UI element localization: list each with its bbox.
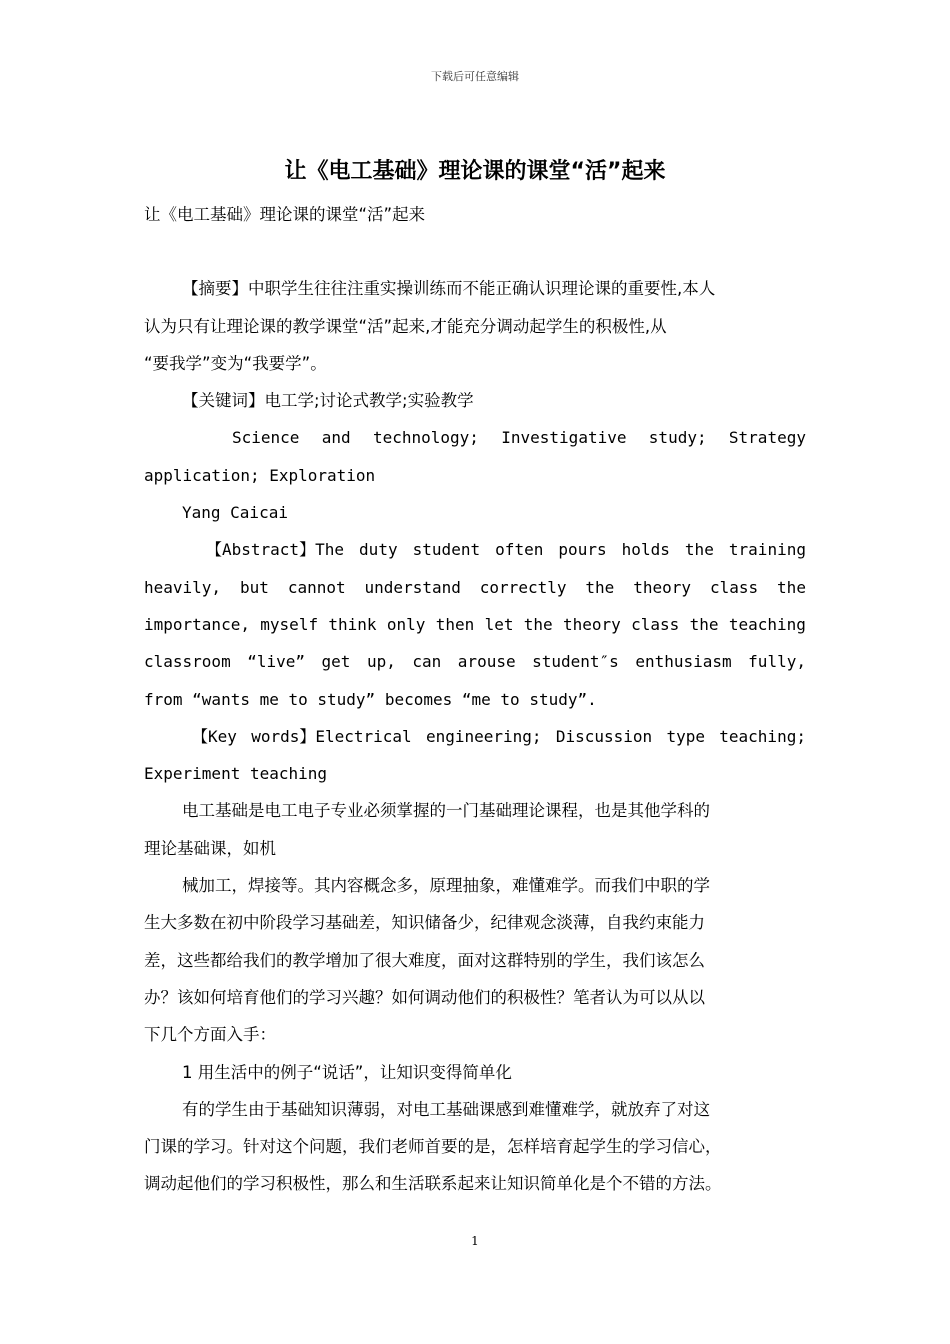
word: only xyxy=(386,614,426,634)
word: the xyxy=(777,577,806,597)
word: the xyxy=(585,577,615,597)
word: duty xyxy=(359,540,398,560)
paragraph-line: 调动起他们的学习积极性，那么和生活联系起来让知识简单化是个不错的方法。 xyxy=(144,1174,722,1194)
word: Science xyxy=(232,428,300,448)
word: teaching xyxy=(728,614,806,634)
word: arouse xyxy=(457,652,516,672)
word: can xyxy=(412,652,442,672)
word: think xyxy=(328,614,377,634)
word: and xyxy=(321,428,351,448)
word: theory xyxy=(633,577,692,597)
word: understand xyxy=(364,577,461,597)
word: get xyxy=(321,652,351,672)
paragraph-line: 械加工，焊接等。其内容概念多，原理抽象，难懂难学。而我们中职的学 xyxy=(182,876,710,896)
word: fully, xyxy=(748,652,806,672)
word: importance, xyxy=(144,614,250,634)
word: the xyxy=(684,540,714,560)
word: Investigative xyxy=(501,428,627,448)
word: cannot xyxy=(287,577,346,597)
word: words】Electrical xyxy=(251,726,412,746)
keywords-en-line-2: Experiment teaching xyxy=(144,764,328,784)
document-title: 让《电工基础》理论课的课堂“活”起来 xyxy=(284,159,666,184)
paragraph-line: 电工基础是电工电子专业必须掌握的一门基础理论课程，也是其他学科的 xyxy=(182,801,710,821)
word: pours xyxy=(558,540,607,560)
word: but xyxy=(239,577,269,597)
abstract-en-line-2 xyxy=(144,569,806,606)
page-number: 1 xyxy=(471,1234,479,1248)
word: let xyxy=(484,614,514,634)
paragraph-line: 生大多数在初中阶段学习基础差，知识储备少，纪律观念淡薄，自我约束能力 xyxy=(144,913,705,933)
word: enthusiasm xyxy=(635,652,732,672)
word: often xyxy=(495,540,544,560)
word: myself xyxy=(260,614,319,634)
keywords-en-line-1 xyxy=(144,718,806,755)
paragraph-line: 理论基础课，如机 xyxy=(144,838,276,858)
abstract-cn-line: 【摘要】中职学生往往注重实操训练而不能正确认识理论课的重要性,本人 xyxy=(182,279,716,299)
word: Strategy xyxy=(728,428,806,448)
word: Discussion xyxy=(555,726,653,746)
word: 【Abstract】The xyxy=(206,540,344,560)
word: teaching; xyxy=(719,726,806,746)
page-header: 下载后可任意编辑 xyxy=(431,70,519,83)
word: the xyxy=(523,614,553,634)
word: study; xyxy=(648,428,707,448)
science-line-2: application; Exploration xyxy=(144,465,376,485)
paragraph-line: 下几个方面入手： xyxy=(144,1025,276,1045)
word: engineering; xyxy=(425,726,542,746)
abstract-cn-line: 认为只有让理论课的教学课堂“活”起来,才能充分调动起学生的积极性,从 xyxy=(144,316,667,336)
abstract-en-line-5: from “wants me to study” becomes “me to study”. xyxy=(144,689,597,709)
word: 【Key xyxy=(192,726,237,746)
word: class xyxy=(709,577,759,597)
paragraph-line: 办？该如何培育他们的学习兴趣？如何调动他们的积极性？笔者认为可以从以 xyxy=(144,987,705,1007)
paragraph-line: 差，这些都给我们的教学增加了很大难度，面对这群特别的学生，我们该怎么 xyxy=(144,950,705,970)
word: classroom xyxy=(144,652,231,672)
word: heavily, xyxy=(144,577,222,597)
blank-line xyxy=(144,233,806,270)
science-line-1 xyxy=(144,419,806,456)
author-name: Yang Caicai xyxy=(182,503,288,523)
word: training xyxy=(728,540,806,560)
abstract-en-line-4 xyxy=(144,643,806,680)
document-body xyxy=(144,196,806,1203)
word: student″s xyxy=(532,652,619,672)
subtitle: 让《电工基础》理论课的课堂“活”起来 xyxy=(144,205,426,224)
word: student xyxy=(412,540,481,560)
paragraph-line: 门课的学习。针对这个问题，我们老师首要的是，怎样培育起学生的学习信心， xyxy=(144,1137,722,1157)
word: the xyxy=(689,614,719,634)
word: class xyxy=(631,614,680,634)
abstract-cn-line: “要我学”变为“我要学”。 xyxy=(144,353,327,373)
abstract-en-line-1 xyxy=(144,531,806,568)
word: “live” xyxy=(247,652,306,672)
word: type xyxy=(666,726,705,746)
word: then xyxy=(435,614,475,634)
word: theory xyxy=(563,614,621,634)
keywords-cn: 【关键词】电工学;讨论式教学;实验教学 xyxy=(182,391,474,411)
word: up, xyxy=(366,652,396,672)
abstract-en-line-3 xyxy=(144,606,806,643)
word: technology; xyxy=(372,428,479,448)
section-heading: 1 用生活中的例子“说话”，让知识变得简单化 xyxy=(182,1062,512,1082)
word: holds xyxy=(621,540,670,560)
paragraph-line: 有的学生由于基础知识薄弱，对电工基础课感到难懂难学，就放弃了对这 xyxy=(182,1099,710,1119)
word: correctly xyxy=(479,577,567,597)
